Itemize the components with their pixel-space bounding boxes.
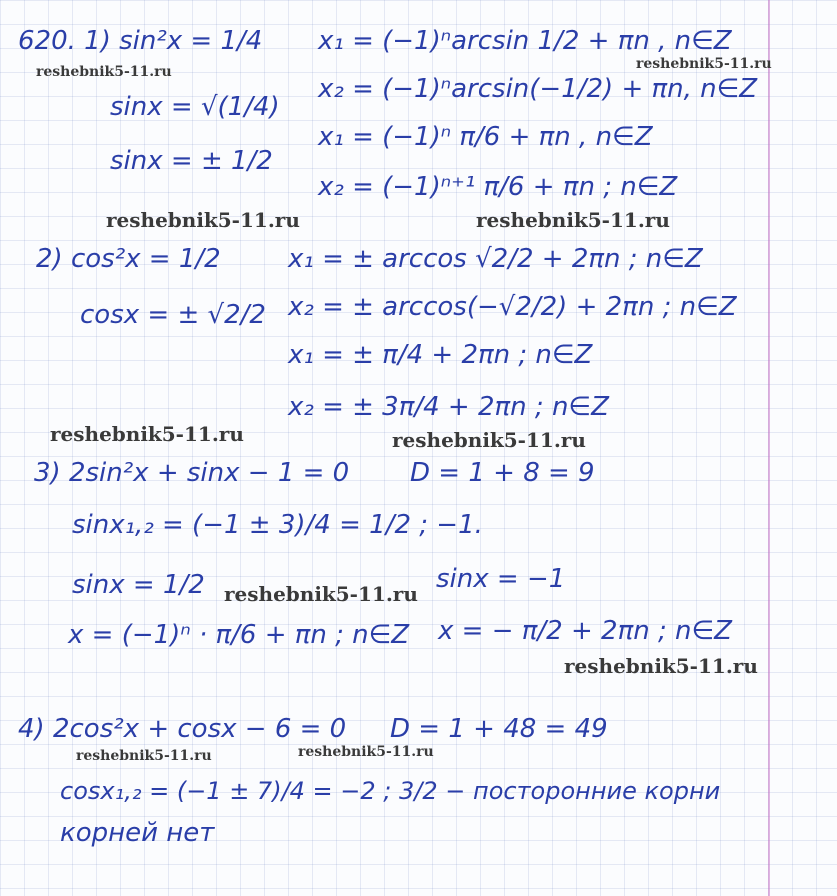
watermark: reshebnik5-11.ru [476, 208, 670, 232]
part-2-result-1: x₁ = ± arccos √2/2 + 2πn ; n∈Z [288, 244, 703, 274]
part-1-line-2: sinx = √(1/4) [110, 92, 280, 122]
watermark: reshebnik5-11.ru [392, 428, 586, 452]
part-4-header [18, 714, 346, 744]
watermark: reshebnik5-11.ru [298, 744, 434, 760]
part-3-discriminant: D = 1 + 8 = 9 [410, 458, 595, 488]
watermark: reshebnik5-11.ru [106, 208, 300, 232]
part-2-result-4: x₂ = ± 3π/4 + 2πn ; n∈Z [288, 392, 609, 422]
problem-number: 620. [18, 26, 76, 56]
part-1-line-3: sinx = ± 1/2 [110, 146, 273, 176]
part-4-discriminant: D = 1 + 48 = 49 [390, 714, 608, 744]
watermark: reshebnik5-11.ru [50, 422, 244, 446]
part-1-result-4: x₂ = (−1)ⁿ⁺¹ π/6 + πn ; n∈Z [318, 172, 678, 202]
part-1-result-2: x₂ = (−1)ⁿarcsin(−1/2) + πn, n∈Z [318, 74, 758, 104]
part-3-roots: sinx₁,₂ = (−1 ± 3)/4 = 1/2 ; −1. [72, 510, 483, 540]
part-2-header [36, 244, 221, 274]
watermark: reshebnik5-11.ru [76, 748, 212, 764]
part-2-equation: cos²x = 1/2 [70, 244, 221, 274]
watermark: reshebnik5-11.ru [36, 64, 172, 80]
part-4-equation: 2cos²x + cosx − 6 = 0 [52, 714, 347, 744]
problem-number-and-part-1 [18, 26, 262, 56]
watermark: reshebnik5-11.ru [564, 654, 758, 678]
part-4-roots: cosx₁,₂ = (−1 ± 7)/4 = −2 ; 3/2 − посторонние корни [60, 777, 721, 805]
margin-line [768, 0, 770, 896]
part-2-result-2: x₂ = ± arccos(−√2/2) + 2πn ; n∈Z [288, 292, 737, 322]
part-1-result-3: x₁ = (−1)ⁿ π/6 + πn , n∈Z [318, 122, 653, 152]
part-3-label: 3) [34, 458, 61, 488]
part-4-label: 4) [18, 714, 45, 744]
part-2-result-3: x₁ = ± π/4 + 2πn ; n∈Z [288, 340, 593, 370]
part-1-result-1: x₁ = (−1)ⁿarcsin 1/2 + πn , n∈Z [318, 26, 732, 56]
part-3-solution-2: x = − π/2 + 2πn ; n∈Z [438, 616, 732, 646]
part-1-equation: sin²x = 1/4 [119, 26, 263, 56]
part-3-case-1: sinx = 1/2 [72, 570, 205, 600]
part-2-label: 2) [36, 244, 63, 274]
watermark: reshebnik5-11.ru [636, 56, 772, 72]
part-3-case-2: sinx = −1 [436, 564, 566, 594]
part-4-conclusion: корней нет [60, 818, 215, 848]
part-3-equation: 2sin²x + sinx − 1 = 0 [68, 458, 350, 488]
part-2-line-2: cosx = ± √2/2 [80, 300, 266, 330]
watermark: reshebnik5-11.ru [224, 582, 418, 606]
part-1-label: 1) [84, 26, 111, 56]
part-3-header [34, 458, 349, 488]
part-3-solution-1: x = (−1)ⁿ · π/6 + πn ; n∈Z [68, 620, 410, 650]
